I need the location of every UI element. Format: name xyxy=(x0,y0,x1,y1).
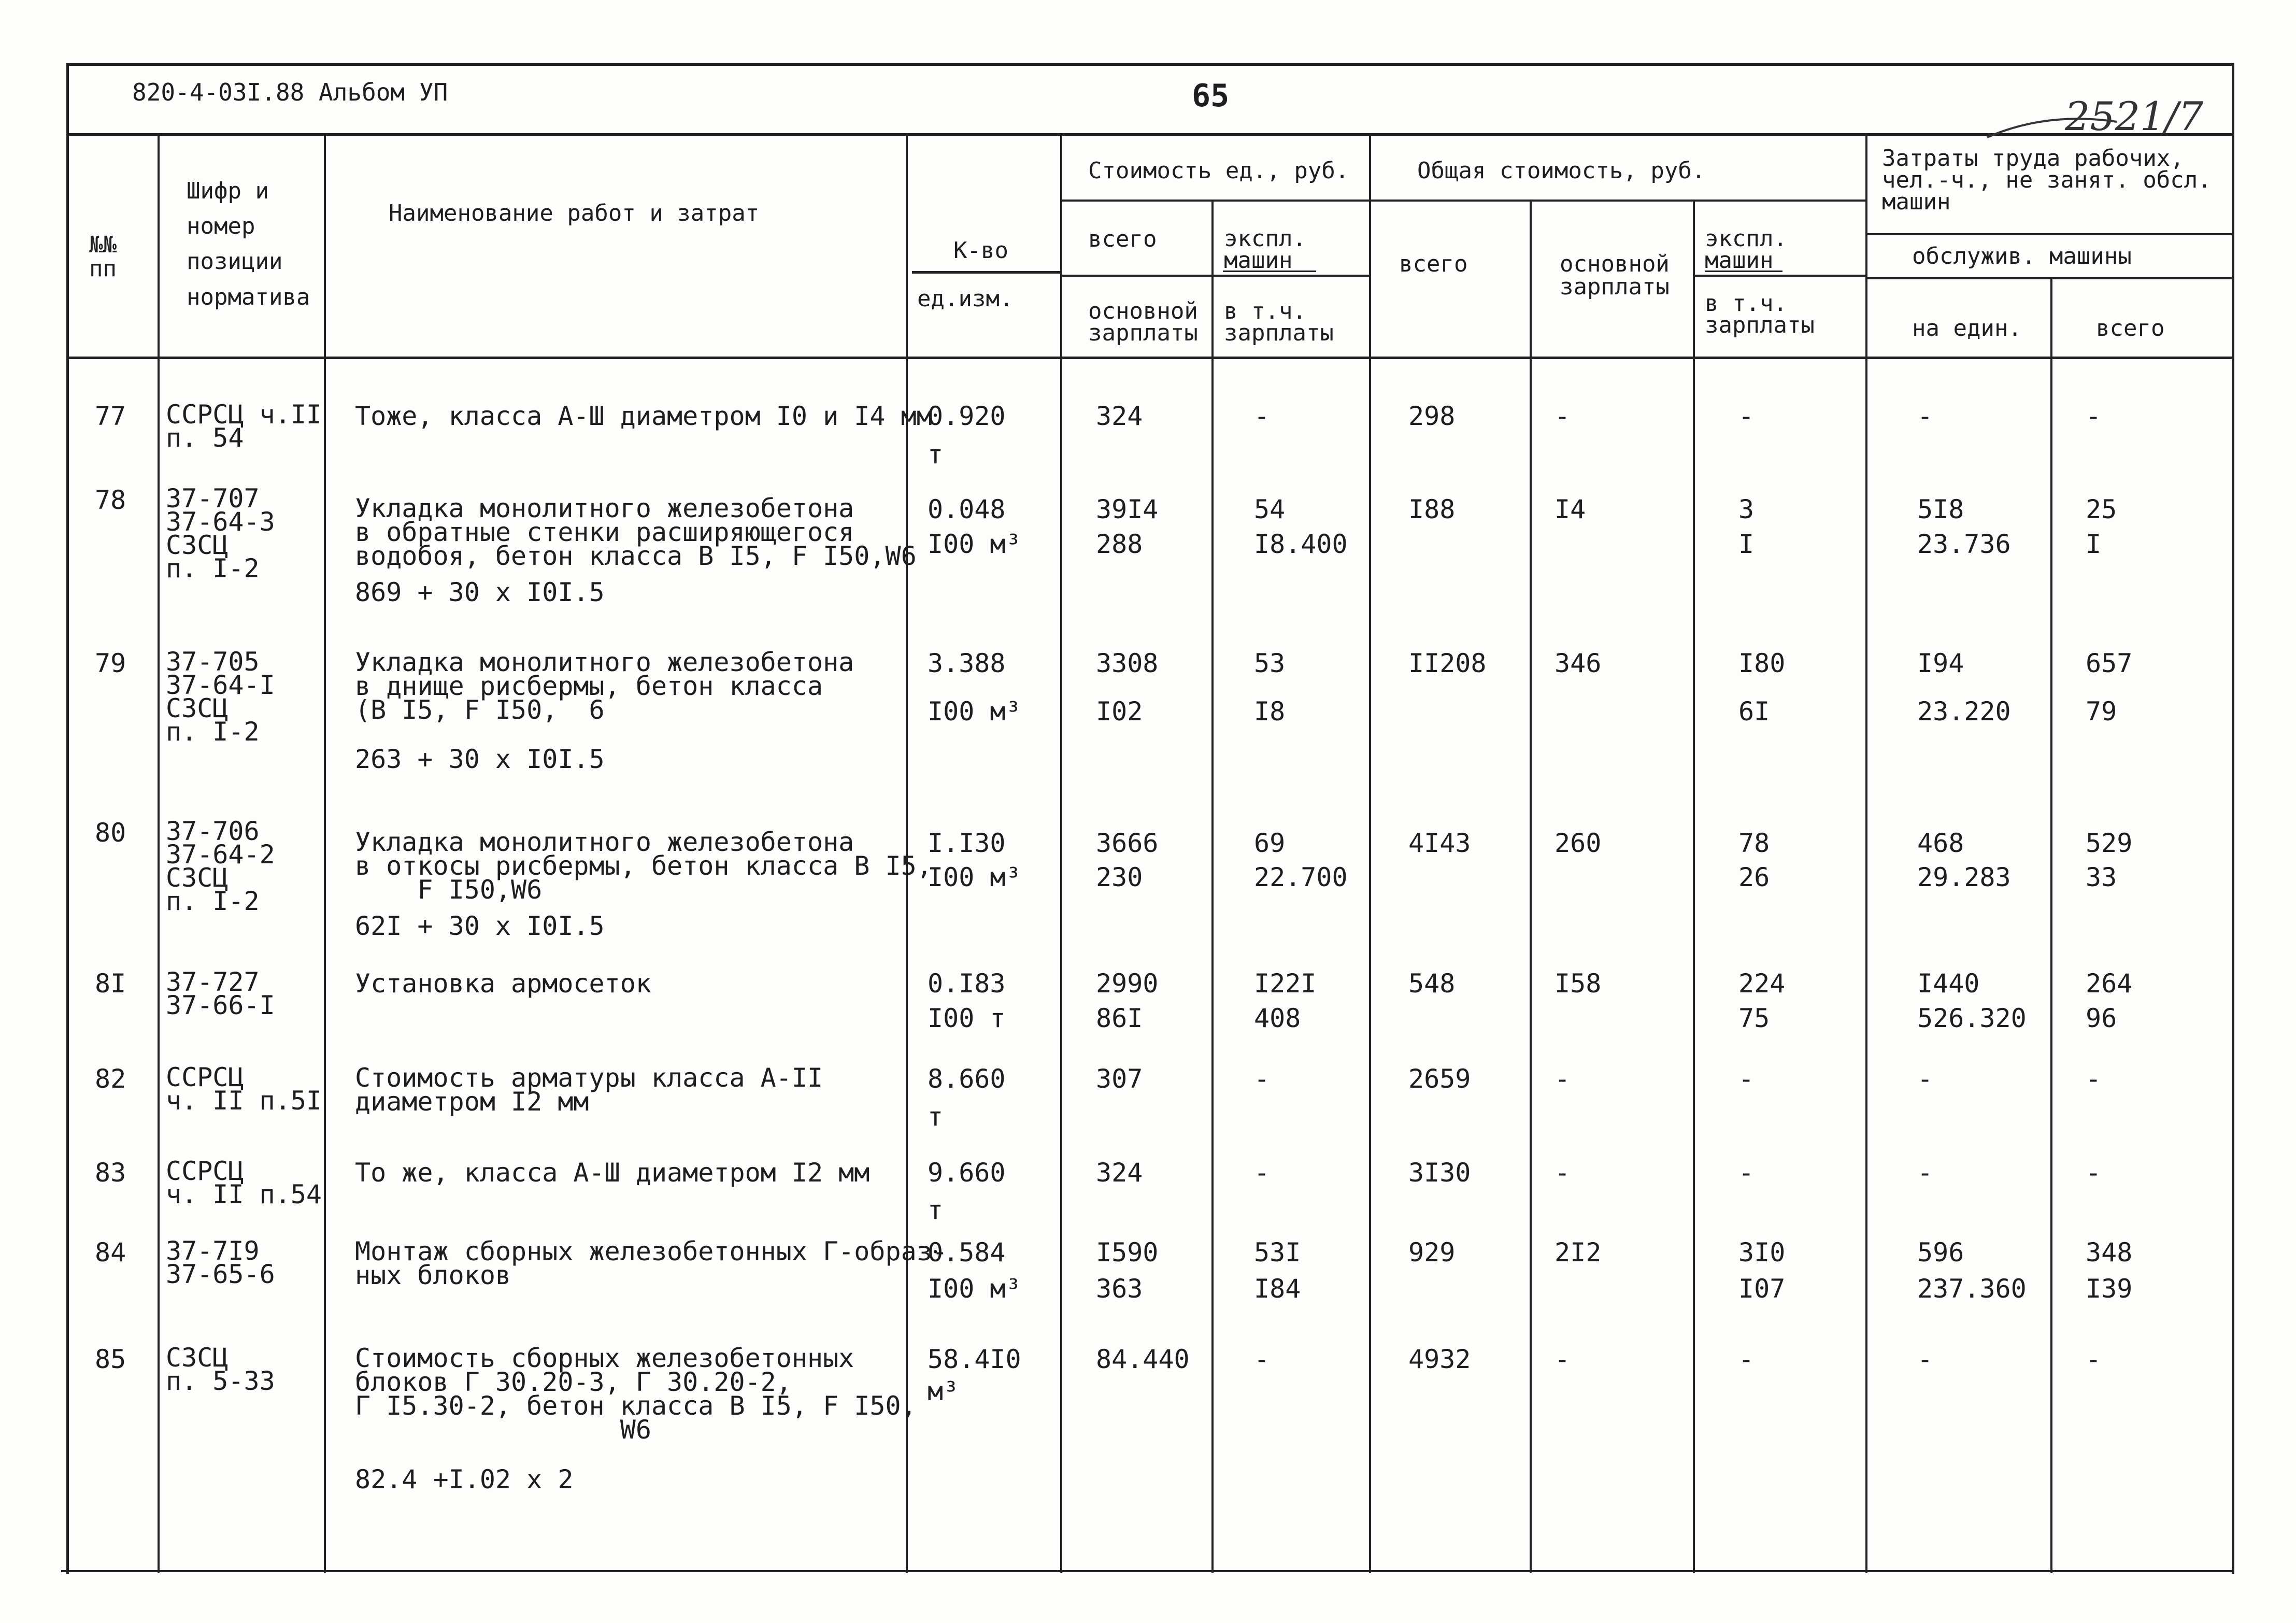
total-machine: 3I0 xyxy=(1738,1237,1786,1268)
unit-cost-machine: 54 xyxy=(1254,494,1286,524)
labor-per-unit-serv: 237.360 xyxy=(1917,1274,2027,1304)
total-machine: - xyxy=(1738,1344,1755,1374)
row-formula: 869 + 30 x I0I.5 xyxy=(355,577,605,607)
handwritten-reference: 2521/7 xyxy=(2065,93,2204,139)
unit-incl-salary: 408 xyxy=(1254,1003,1301,1033)
total-machine: 78 xyxy=(1738,828,1770,858)
col-header-unit-incl-salary: в т.ч. зарплаты xyxy=(1224,298,1334,346)
total-cost: 929 xyxy=(1408,1237,1456,1268)
col-divider xyxy=(1060,133,1062,1573)
row-unit: I00 м³ xyxy=(928,529,1021,559)
col-header-code: Шифр и номер позиции норматива xyxy=(187,178,310,310)
document-code: 820-4-03I.88 Альбом УП xyxy=(132,78,448,106)
total-machine: I80 xyxy=(1738,648,1786,678)
total-cost: 2659 xyxy=(1408,1064,1471,1094)
row-work-name: То же, класса А-Ш диаметром I2 мм xyxy=(355,1158,870,1188)
qty-header-rule xyxy=(912,271,1062,274)
total-cost: 3I30 xyxy=(1408,1158,1471,1188)
unit-cost-total: 3308 xyxy=(1096,648,1159,678)
total-machine: - xyxy=(1738,401,1755,431)
row-code: 37-727 37-66-I xyxy=(166,967,275,1020)
unit-cost-total: 307 xyxy=(1096,1064,1143,1094)
header-subline xyxy=(1865,277,2234,279)
row-quantity: 3.388 xyxy=(928,648,1006,678)
unit-base-salary: I02 xyxy=(1096,696,1143,727)
col-header-total-incl-salary: в т.ч. зарплаты xyxy=(1705,290,1815,338)
header-subline xyxy=(1060,275,1371,277)
page-number: 65 xyxy=(1192,78,1230,114)
col-header-labor: Затраты труда рабочих, чел.-ч., не занят. обсл. машин xyxy=(1882,145,2212,215)
labor-per-unit-serv: 526.320 xyxy=(1917,1003,2027,1033)
total-base-salary: 346 xyxy=(1555,648,1602,678)
unit-incl-salary: I8 xyxy=(1254,696,1286,727)
col-divider xyxy=(158,133,160,1573)
col-divider xyxy=(2050,277,2052,1573)
total-cost: I88 xyxy=(1408,494,1456,524)
col-header-name: Наименование работ и затрат xyxy=(389,200,760,226)
unit-cost-machine: - xyxy=(1254,401,1270,431)
labor-total: 657 xyxy=(2086,648,2133,678)
col-header-number: №№ пп xyxy=(89,232,117,282)
total-incl-salary: I07 xyxy=(1738,1274,1786,1304)
col-header-total-cost: Общая стоимость, руб. xyxy=(1417,158,1706,184)
labor-per-unit: - xyxy=(1917,401,1933,431)
header-subline xyxy=(1693,275,1865,277)
total-machine: - xyxy=(1738,1158,1755,1188)
labor-total-serv: I xyxy=(2086,529,2102,559)
row-number: 77 xyxy=(95,401,126,431)
unit-cost-total: 39I4 xyxy=(1096,494,1159,524)
labor-per-unit: - xyxy=(1917,1064,1933,1094)
row-work-name: Установка армосеток xyxy=(355,969,651,999)
unit-cost-machine: - xyxy=(1254,1158,1270,1188)
total-incl-salary: I xyxy=(1738,529,1755,559)
unit-cost-machine: 69 xyxy=(1254,828,1286,858)
total-base-salary: - xyxy=(1555,1158,1571,1188)
row-quantity: 0.584 xyxy=(928,1237,1006,1268)
unit-incl-salary: I84 xyxy=(1254,1274,1301,1304)
row-quantity: 58.4I0 xyxy=(928,1344,1021,1374)
row-unit: т xyxy=(928,1102,944,1132)
row-work-name: Стоимость арматуры класса А-II диаметром I2 мм xyxy=(355,1063,823,1117)
total-cost: 4932 xyxy=(1408,1344,1471,1374)
labor-per-unit-serv: 29.283 xyxy=(1917,862,2011,892)
col-divider xyxy=(1211,201,1214,1573)
labor-total: - xyxy=(2086,401,2102,431)
row-code: 37-705 37-64-I СЗСЦ п. I-2 xyxy=(166,647,275,747)
unit-incl-salary: I8.400 xyxy=(1254,529,1348,559)
header-separator xyxy=(66,357,2234,359)
col-header-total-base-salary: основной зарплаты xyxy=(1560,251,1670,300)
labor-total-serv: 96 xyxy=(2086,1003,2117,1033)
total-machine: - xyxy=(1738,1064,1755,1094)
col-divider xyxy=(1369,133,1371,1573)
header-subline xyxy=(1060,200,1865,202)
col-header-qty: К-во xyxy=(953,237,1008,264)
row-number: 8I xyxy=(95,969,126,999)
row-quantity: 0.048 xyxy=(928,494,1006,524)
labor-total: 529 xyxy=(2086,828,2133,858)
total-cost: 548 xyxy=(1408,969,1456,999)
col-header-labor-per-unit: на един. xyxy=(1912,315,2022,341)
unit-base-salary: 230 xyxy=(1096,862,1143,892)
row-code: 37-706 37-64-2 СЗСЦ п. I-2 xyxy=(166,816,275,916)
header-subline xyxy=(1865,233,2234,235)
row-quantity: 0.920 xyxy=(928,401,1006,431)
total-base-salary: - xyxy=(1555,1344,1571,1374)
row-number: 79 xyxy=(95,648,126,678)
row-work-name: Монтаж сборных железобетонных Г-образ- ных блоков xyxy=(355,1236,948,1290)
col-header-labor-total: всего xyxy=(2096,315,2165,341)
labor-per-unit: - xyxy=(1917,1158,1933,1188)
unit-cost-total: I590 xyxy=(1096,1237,1159,1268)
total-machine: 3 xyxy=(1738,494,1755,524)
labor-per-unit-serv: 23.736 xyxy=(1917,529,2011,559)
row-work-name: Стоимость сборных железобетонных блоков Г 30.20-3, Г 30.20-2, Г I5.30-2, бетон класса В I5, F I50, W6 xyxy=(355,1343,917,1445)
unit-base-salary: 363 xyxy=(1096,1274,1143,1304)
row-code: ССРСЦ ч. II п.54 xyxy=(166,1156,322,1209)
row-code: 37-7I9 37-65-6 xyxy=(166,1236,275,1289)
handwritten-arc xyxy=(1985,114,2119,145)
row-formula: 263 + 30 x I0I.5 xyxy=(355,744,605,774)
total-cost: 4I43 xyxy=(1408,828,1471,858)
row-code: 37-707 37-64-3 СЗСЦ п. I-2 xyxy=(166,483,275,583)
unit-incl-salary: 22.700 xyxy=(1254,862,1348,892)
col-header-labor-serv: обслужив. машины xyxy=(1912,243,2132,269)
row-work-name: Укладка монолитного железобетона в днище рисбермы, бетон класса (В I5, F I50, 6 xyxy=(355,647,854,725)
row-quantity: 8.660 xyxy=(928,1064,1006,1094)
row-number: 85 xyxy=(95,1344,126,1374)
col-header-unit-cost: Стоимость ед., руб. xyxy=(1088,158,1349,184)
total-base-salary: - xyxy=(1555,401,1571,431)
unit-cost-machine: 53 xyxy=(1254,648,1286,678)
total-base-salary: 260 xyxy=(1555,828,1602,858)
labor-per-unit: - xyxy=(1917,1344,1933,1374)
col-header-unit-machine: экспл. машин xyxy=(1224,225,1306,274)
row-formula: 82.4 +I.02 x 2 xyxy=(355,1464,574,1494)
unit-cost-machine: - xyxy=(1254,1064,1270,1094)
unit-cost-total: 2990 xyxy=(1096,969,1159,999)
col-header-unit-total: всего xyxy=(1088,226,1157,252)
col-header-unit-base-salary: основной зарплаты xyxy=(1088,298,1198,346)
row-unit: I00 м³ xyxy=(928,862,1021,892)
labor-total-serv: 79 xyxy=(2086,696,2117,727)
total-machine: 224 xyxy=(1738,969,1786,999)
title-separator xyxy=(66,133,2234,136)
labor-total: 25 xyxy=(2086,494,2117,524)
row-work-name: Укладка монолитного железобетона в откосы рисбермы, бетон класса В I5, F I50,W6 xyxy=(355,827,932,905)
unit-cost-machine: - xyxy=(1254,1344,1270,1374)
total-base-salary: I4 xyxy=(1555,494,1586,524)
total-incl-salary: 6I xyxy=(1738,696,1770,727)
row-code: ССРСЦ ч. II п.5I xyxy=(166,1062,322,1116)
row-quantity: 9.660 xyxy=(928,1158,1006,1188)
total-cost: II208 xyxy=(1408,648,1487,678)
col-divider xyxy=(324,133,326,1573)
labor-per-unit: I440 xyxy=(1917,969,1980,999)
labor-per-unit: 596 xyxy=(1917,1237,1964,1268)
total-incl-salary: 26 xyxy=(1738,862,1770,892)
col-header-total-all: всего xyxy=(1399,251,1468,277)
row-formula: 62I + 30 x I0I.5 xyxy=(355,911,605,941)
labor-per-unit: 5I8 xyxy=(1917,494,1964,524)
bottom-line xyxy=(61,1570,2234,1572)
total-incl-salary: 75 xyxy=(1738,1003,1770,1033)
labor-total: - xyxy=(2086,1344,2102,1374)
col-header-unit: ед.изм. xyxy=(917,286,1014,312)
labor-total: 348 xyxy=(2086,1237,2133,1268)
row-code: СЗСЦ п. 5-33 xyxy=(166,1343,275,1396)
labor-total-serv: I39 xyxy=(2086,1274,2133,1304)
total-base-salary: 2I2 xyxy=(1555,1237,1602,1268)
labor-total-serv: 33 xyxy=(2086,862,2117,892)
row-number: 78 xyxy=(95,485,126,515)
row-unit: т xyxy=(928,1195,944,1225)
row-quantity: I.I30 xyxy=(928,828,1006,858)
row-unit: т xyxy=(928,439,944,469)
row-work-name: Тоже, класса А-Ш диаметром I0 и I4 мм xyxy=(355,401,932,431)
labor-total: 264 xyxy=(2086,969,2133,999)
row-number: 84 xyxy=(95,1237,126,1268)
col-divider xyxy=(1530,201,1532,1573)
row-unit: м³ xyxy=(928,1376,959,1406)
unit-cost-machine: 53I xyxy=(1254,1237,1301,1268)
labor-total: - xyxy=(2086,1064,2102,1094)
total-cost: 298 xyxy=(1408,401,1456,431)
labor-per-unit-serv: 23.220 xyxy=(1917,696,2011,727)
unit-cost-total: 324 xyxy=(1096,1158,1143,1188)
col-header-total-machine: экспл. машин xyxy=(1705,225,1787,274)
labor-total: - xyxy=(2086,1158,2102,1188)
row-work-name: Укладка монолитного железобетона в обратные стенки расширяющегося водобоя, бетон класса В I5, F I50,W6 xyxy=(355,493,917,571)
total-base-salary: - xyxy=(1555,1064,1571,1094)
unit-cost-total: 324 xyxy=(1096,401,1143,431)
col-divider xyxy=(1693,201,1695,1573)
labor-per-unit: I94 xyxy=(1917,648,1964,678)
total-base-salary: I58 xyxy=(1555,969,1602,999)
col-divider xyxy=(1865,133,1867,1573)
row-code: ССРСЦ ч.II п. 54 xyxy=(166,400,322,453)
row-quantity: 0.I83 xyxy=(928,969,1006,999)
row-unit: I00 м³ xyxy=(928,696,1021,727)
unit-base-salary: 86I xyxy=(1096,1003,1143,1033)
unit-cost-total: 3666 xyxy=(1096,828,1159,858)
unit-cost-machine: I22I xyxy=(1254,969,1317,999)
row-number: 80 xyxy=(95,818,126,848)
unit-cost-total: 84.440 xyxy=(1096,1344,1190,1374)
unit-base-salary: 288 xyxy=(1096,529,1143,559)
row-unit: I00 т xyxy=(928,1003,1006,1033)
row-unit: I00 м³ xyxy=(928,1274,1021,1304)
labor-per-unit: 468 xyxy=(1917,828,1964,858)
row-number: 83 xyxy=(95,1158,126,1188)
row-number: 82 xyxy=(95,1064,126,1094)
